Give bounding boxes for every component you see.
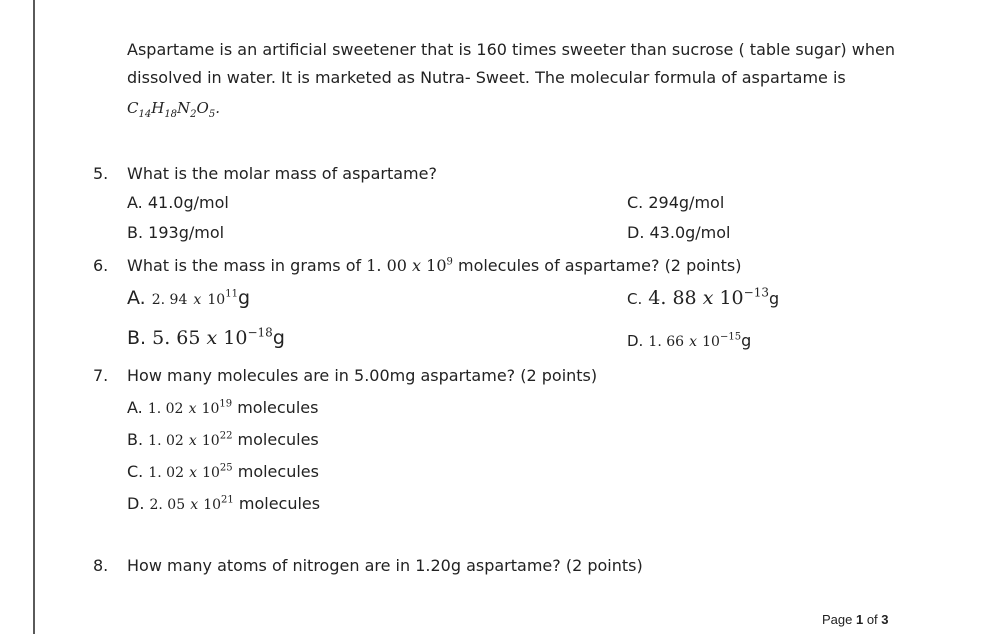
q5-number: 5. (93, 164, 109, 183)
q5-option-a: A. 41.0g/mol (127, 193, 229, 212)
q5-option-d: D. 43.0g/mol (627, 223, 731, 242)
q5-option-b: B. 193g/mol (127, 223, 225, 242)
q6-option-c: C. 4. 88 x $10^{-13}g$ (627, 285, 780, 309)
q5-option-c: C. 294g/mol (627, 193, 725, 212)
q8-number: 8. (93, 556, 109, 575)
q5-text: What is the molar mass of aspartame? (127, 164, 437, 183)
q7-option-c: C. 1. 02 x $10^{25}$ molecules (127, 462, 319, 481)
intro-line-2: dissolved in water. It is marketed as Nutra- Sweet. The molecular formula of aspartame is (127, 68, 846, 87)
q8-text: How many atoms of nitrogen are in 1.20g aspartame? (2 points) (127, 556, 643, 575)
q7-option-a: A. 1. 02 x $10^{19}$ molecules (127, 398, 319, 417)
molecular-formula: $C_{14}H_{18}N_2O_5$. (127, 99, 221, 120)
q6-option-d: D. 1. 66 x $10^{-15}g$ (627, 331, 752, 350)
left-margin-rule (33, 0, 35, 634)
q6-option-a: A. 2. 94 x $10^{11}g$ (127, 287, 250, 309)
q6-option-b: B. 5. 65 x $10^{-18}g$ (127, 325, 285, 349)
q7-text: How many molecules are in 5.00mg aspartame? (2 points) (127, 366, 598, 385)
q7-option-b: B. 1. 02 x $10^{22}$ molecules (127, 430, 319, 449)
q6-number: 6. (93, 256, 109, 275)
q6-text: What is the mass in grams of 1. 00 x $10^9$ molecules of aspartame? (2 points) (127, 256, 742, 275)
intro-line-1: Aspartame is an artificial sweetener that is 160 times sweeter than sucrose ( table sugar) when (127, 40, 895, 59)
page-number: Page 1 of 3 (822, 612, 889, 627)
q7-option-d: D. 2. 05 x $10^{21}$ molecules (127, 494, 321, 513)
q7-number: 7. (93, 366, 109, 385)
